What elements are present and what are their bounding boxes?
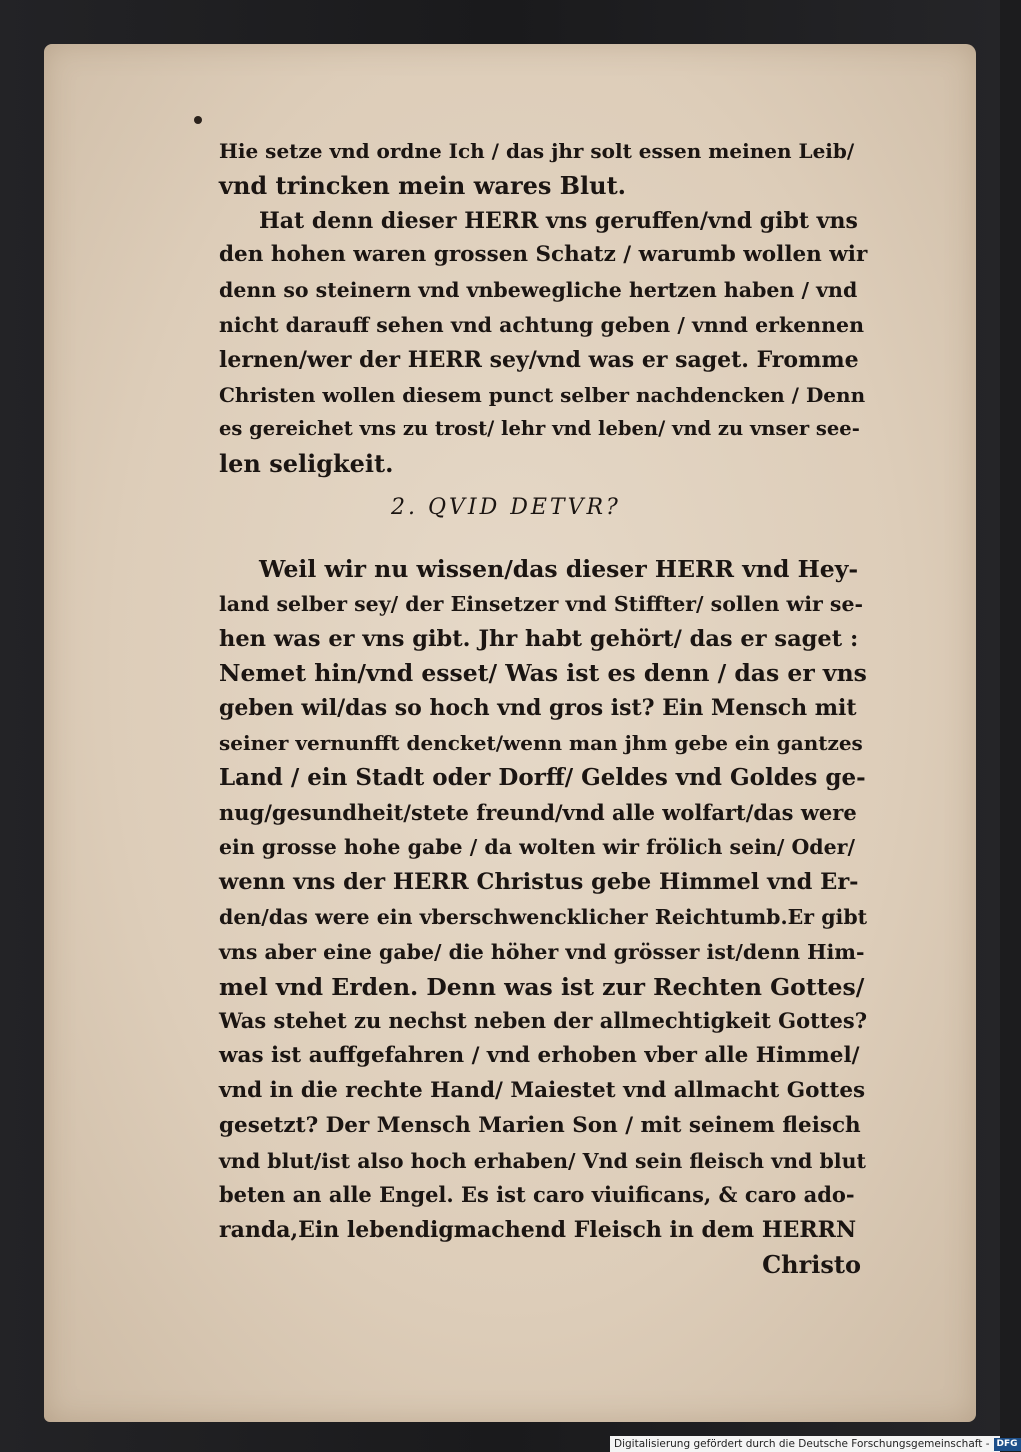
section-heading: 2. QVID DETVR? bbox=[391, 494, 621, 520]
text-line: seiner vernunfft dencket/wenn man jhm gebe ein gantzes bbox=[219, 730, 863, 755]
text-line: Hat denn dieser HERR vns geruffen/vnd gibt vns bbox=[259, 207, 858, 234]
text-line: beten an alle Engel. Es ist caro viuificans, & caro ado- bbox=[219, 1182, 855, 1208]
text-line: nicht darauff sehen vnd achtung geben / vnnd erkennen bbox=[219, 312, 864, 337]
text-line: den/das were ein vberschwencklicher Reichtumb.Er gibt bbox=[219, 904, 868, 929]
text-line: ein grosse hohe gabe / da wolten wir frölich sein/ Oder/ bbox=[219, 835, 855, 860]
text-line: vns aber eine gabe/ die höher vnd grösser ist/denn Him- bbox=[219, 939, 865, 964]
digitization-credit bbox=[610, 1436, 1018, 1452]
page-text bbox=[219, 134, 869, 1283]
text-line: was ist auffgefahren / vnd erhoben vber alle Himmel/ bbox=[219, 1043, 860, 1069]
dfg-logo: DFG bbox=[994, 1438, 1021, 1451]
text-line: Weil wir nu wissen/das dieser HERR vnd Hey- bbox=[259, 554, 859, 583]
text-line: nug/gesundheit/stete freund/vnd alle wolfart/das were bbox=[219, 799, 857, 825]
text-line: Nemet hin/vnd esset/ Was ist es denn / das er vns bbox=[219, 659, 867, 688]
spacer bbox=[219, 534, 869, 552]
text-line: geben wil/das so hoch vnd gros ist? Ein Mensch mit bbox=[219, 695, 857, 722]
text-line: den hohen waren grossen Schatz / warumb wollen wir bbox=[219, 242, 868, 268]
credit-text: Digitalisierung gefördert durch die Deutsche Forschungsgemeinschaft - bbox=[614, 1438, 990, 1450]
text-line: wenn vns der HERR Christus gebe Himmel vnd Er- bbox=[219, 869, 859, 896]
text-line: Hie setze vnd ordne Ich / das jhr solt essen meinen Leib/ bbox=[219, 139, 855, 163]
text-line: gesetzt? Der Mensch Marien Son / mit seinem fleisch bbox=[219, 1112, 861, 1138]
text-line: len seligkeit. bbox=[219, 449, 394, 479]
text-line: Was stehet zu nechst neben der allmechtigkeit Gottes? bbox=[219, 1008, 868, 1034]
text-line: mel vnd Erden. Denn was ist zur Rechten Gottes/ bbox=[219, 972, 865, 1001]
text-line: denn so steinern vnd vnbewegliche hertzen haben / vnd bbox=[219, 278, 858, 303]
text-line: randa,Ein lebendigmachend Fleisch in dem HERRN bbox=[219, 1217, 857, 1244]
text-line: vnd in die rechte Hand/ Maiestet vnd allmacht Gottes bbox=[219, 1077, 866, 1103]
text-line: land selber sey/ der Einsetzer vnd Stiffter/ sollen wir se- bbox=[219, 591, 864, 616]
text-line: vnd blut/ist also hoch erhaben/ Vnd sein fleisch vnd blut bbox=[219, 1148, 866, 1173]
text-line: Land / ein Stadt oder Dorff/ Geldes vnd Goldes ge- bbox=[219, 763, 866, 791]
text-line: vnd trincken mein wares Blut. bbox=[219, 170, 627, 200]
text-line: es gereichet vns zu trost/ lehr vnd leben/ vnd zu vnser see- bbox=[219, 417, 860, 441]
text-line: lernen/wer der HERR sey/vnd was er saget. Fromme bbox=[219, 346, 859, 373]
ink-spot bbox=[194, 116, 202, 124]
text-line: hen was er vns gibt. Jhr habt gehört/ das er saget : bbox=[219, 625, 859, 652]
catchword: Christo bbox=[762, 1249, 861, 1279]
text-line: Christen wollen diesem punct selber nachdencken / Denn bbox=[219, 382, 866, 407]
book-page bbox=[44, 44, 976, 1422]
